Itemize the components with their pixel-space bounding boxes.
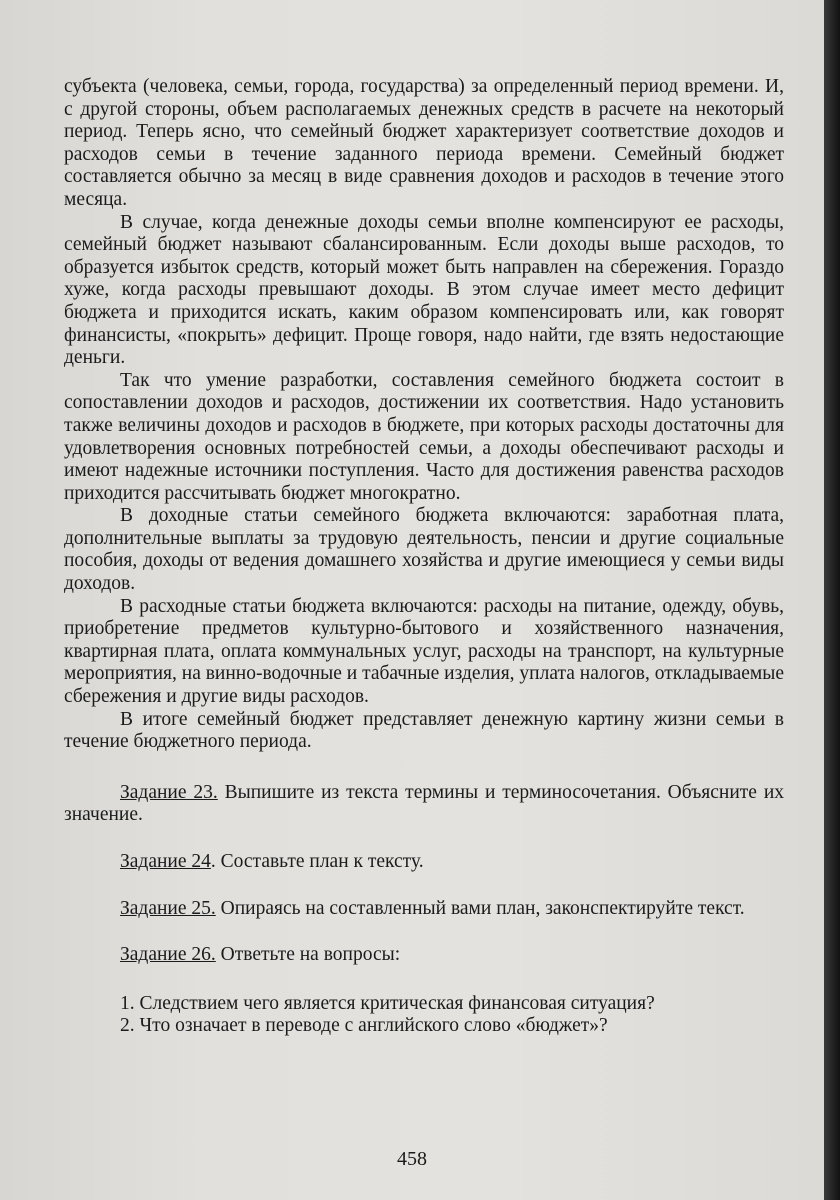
page-number: 458	[397, 1148, 427, 1170]
paragraph-conclusion: В итоге семейный бюджет представляет денежную картину жизни семьи в течение бюджетного периода.	[64, 708, 784, 753]
task-25-text: Опираясь на составленный вами план, законспектируйте текст.	[215, 897, 745, 919]
task-23	[64, 782, 784, 827]
paragraph-income-items: В доходные статьи семейного бюджета включаются: заработная плата, дополнительные выплаты за трудовую деятельность, пенсии и другие социальные пособия, доходы от ведения домашнего хозяйства и другие имеющиеся у семьи виды доходов.	[64, 505, 784, 595]
paragraph-continuation: субъекта (человека, семьи, города, государства) за определенный период времени. И, с другой стороны, объем располагаемых денежных средств в расчете на некоторый период. Теперь ясно, что семейный бюджет характеризует соответствие доходов и расходов семьи в течение заданного периода времени. Семейный бюджет составляется обычно за месяц в виде сравнения доходов и расходов в течение этого месяца.	[64, 76, 784, 210]
task-26-label: Задание 26.	[120, 944, 216, 966]
question-list	[64, 993, 784, 1038]
page-edge-shadow	[824, 0, 840, 1200]
paragraph-budget-skill: Так что умение разработки, составления семейного бюджета состоит в сопоставлении доходов и расходов, достижении их соответствия. Надо установить также величины доходов и расходов в бюджете, при которых расходы достаточны для удовлетворения основных потребностей семьи, а доходы обеспечивают расходы и имеют надежные источники поступления. Часто для достижения равенства расходов приходится рассчитывать бюджет многократно.	[64, 369, 784, 504]
task-23-label: Задание 23.	[120, 781, 218, 803]
question-item: 2. Что означает в переводе с английского слово «бюджет»?	[120, 1015, 608, 1037]
paragraph-balanced-budget: В случае, когда денежные доходы семьи вполне компенсируют ее расходы, семейный бюджет называют сбалансированным. Если доходы выше расходов, то образуется избыток средств, который может быть направлен на сбережения. Гораздо хуже, когда расходы превышают доходы. В этом случае имеет место дефицит бюджета и приходится искать, каким образом компенсировать или, как говорят финансисты, «покрыть» дефицит. Проще говоря, надо найти, где взять недостающие деньги.	[64, 211, 784, 369]
task-24-label: Задание 24	[120, 851, 211, 872]
page-content	[64, 76, 784, 1038]
paragraph-expense-items: В расходные статьи бюджета включаются: расходы на питание, одежду, обувь, приобретение предметов культурно-бытового и хозяйственного назначения, квартирная плата, оплата коммунальных услуг, расходы на транспорт, на культурные мероприятия, на винно-водочные и табачные изделия, уплата налогов, откладываемые сбережения и другие виды расходов.	[64, 595, 785, 708]
task-26-text: Ответьте на вопросы:	[215, 944, 401, 966]
task-25	[64, 898, 784, 921]
question-item: 1. Следствием чего является критическая финансовая ситуация?	[120, 992, 655, 1014]
task-26	[64, 944, 784, 967]
task-24	[64, 851, 784, 874]
task-23-text: Выпишите из текста термины и терминосочетания. Объясните их значение.	[64, 781, 785, 826]
task-25-label: Задание 25.	[120, 897, 216, 919]
task-24-text: . Составьте план к тексту.	[210, 851, 424, 872]
